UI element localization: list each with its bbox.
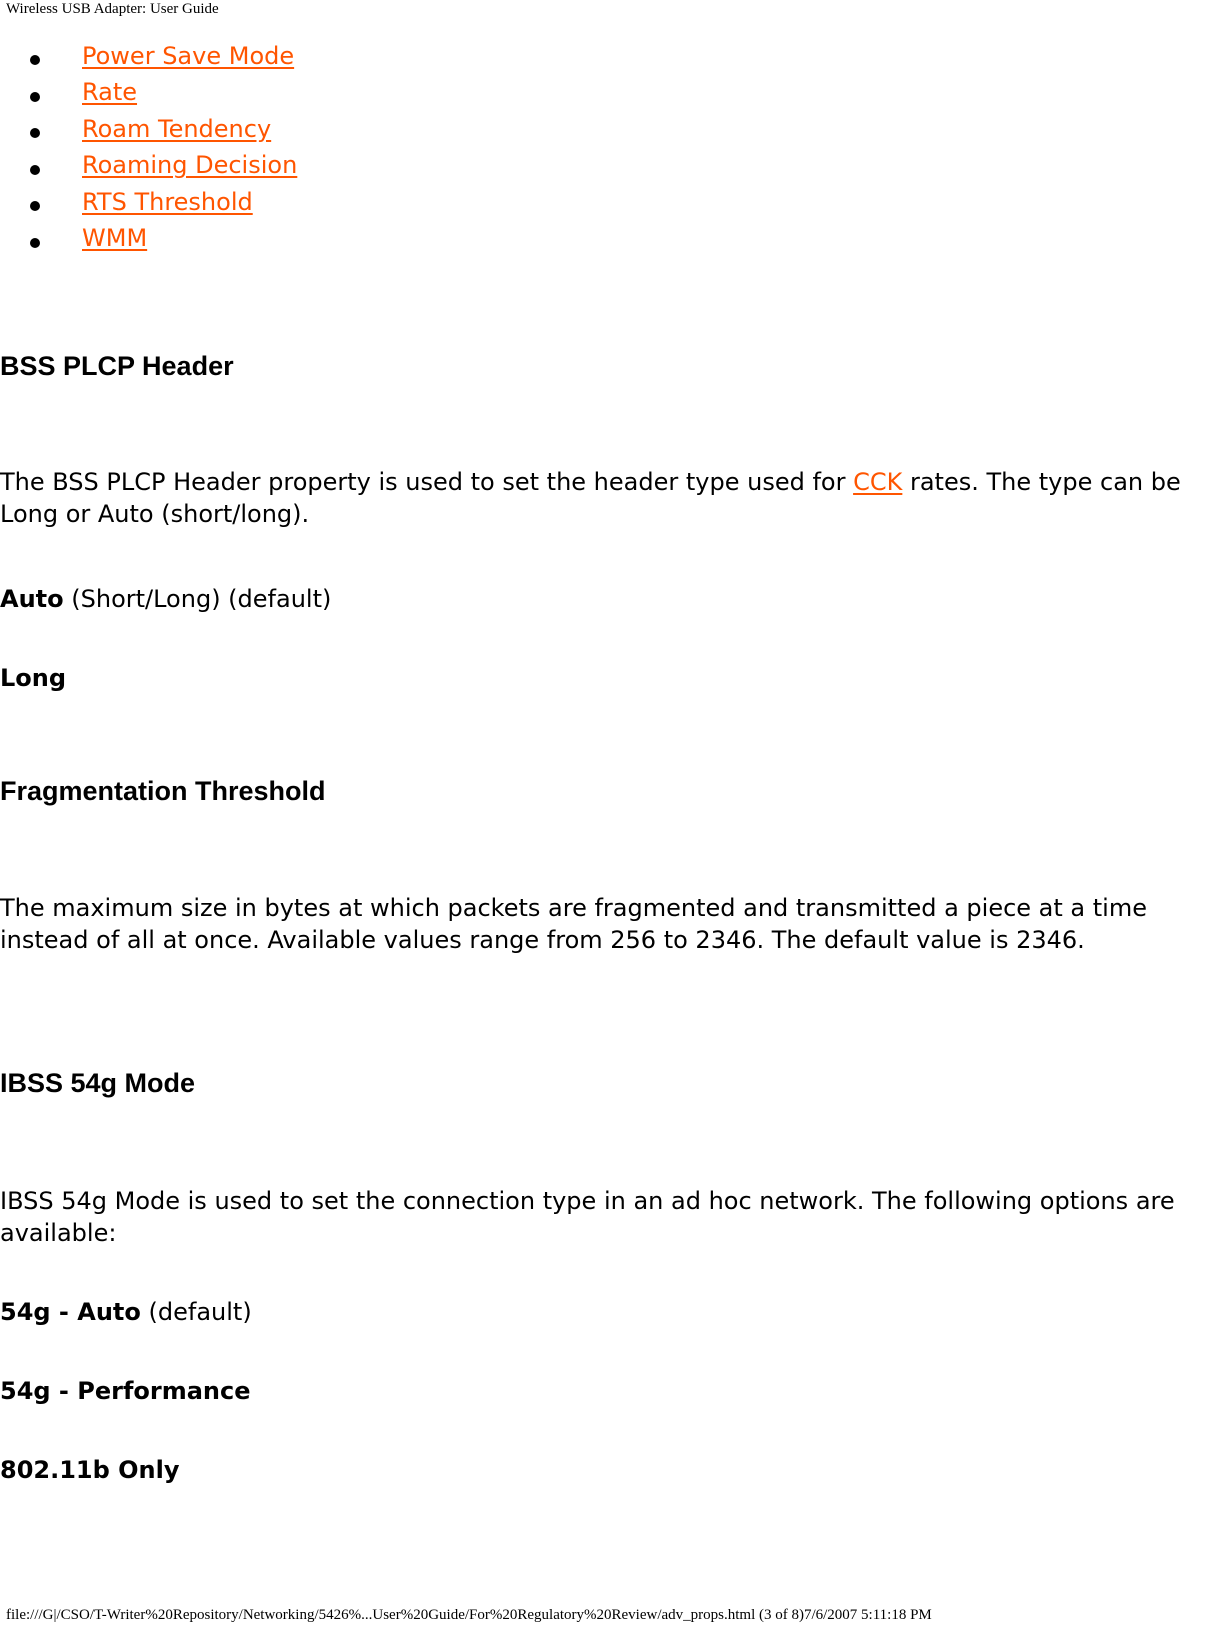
list-item	[30, 38, 1219, 75]
list-item	[30, 184, 1219, 221]
print-header: Wireless USB Adapter: User Guide	[6, 1, 219, 17]
toc-link-rts-threshold[interactable]: RTS Threshold	[82, 187, 253, 216]
ibss-option-80211b-only	[0, 1454, 1215, 1486]
ibss-option-performance	[0, 1375, 1215, 1407]
toc-link-roaming-decision[interactable]: Roaming Decision	[82, 151, 298, 180]
document-content	[0, 38, 1219, 257]
option-note: (default)	[140, 1298, 252, 1326]
bss-desc-text: The BSS PLCP Header property is used to set the header type used for	[0, 468, 854, 496]
bss-option-long	[0, 662, 1215, 694]
frag-description: The maximum size in bytes at which packets are fragmented and transmitted a piece at a time instead of all at once. Available values range from 256 to 2346. The default value is 2346.	[0, 894, 1147, 954]
list-item	[30, 75, 1219, 112]
heading-fragmentation-threshold: Fragmentation Threshold	[0, 776, 326, 806]
option-label: Long	[0, 664, 67, 692]
bullet-icon	[30, 238, 40, 248]
option-label: Auto	[0, 585, 64, 613]
list-item	[30, 221, 1219, 258]
bullet-icon	[30, 128, 40, 138]
bullet-icon	[30, 165, 40, 175]
bss-desc-text-end: rates. The type can be Long or Auto (short/long).	[0, 468, 1181, 528]
toc-link-rate[interactable]: Rate	[82, 78, 138, 107]
option-label: 54g - Auto	[0, 1298, 141, 1326]
heading-ibss-54g-mode: IBSS 54g Mode	[0, 1068, 196, 1098]
list-item	[30, 148, 1219, 185]
bullet-icon	[30, 201, 40, 211]
toc-link-wmm[interactable]: WMM	[82, 224, 148, 253]
ibss-option-auto	[0, 1296, 1215, 1328]
toc-list	[0, 38, 1219, 257]
option-note: (Short/Long) (default)	[63, 585, 332, 613]
toc-link-roam-tendency[interactable]: Roam Tendency	[82, 114, 272, 143]
heading-bss-plcp-header: BSS PLCP Header	[0, 351, 234, 381]
ibss-description: IBSS 54g Mode is used to set the connection type in an ad hoc network. The following options are available:	[0, 1187, 1175, 1247]
list-item	[30, 111, 1219, 148]
cck-link[interactable]: CCK	[853, 468, 903, 496]
bss-option-auto	[0, 583, 1215, 615]
toc-link-power-save-mode[interactable]: Power Save Mode	[82, 41, 295, 70]
bss-description	[0, 466, 1215, 530]
option-label: 54g - Performance	[0, 1377, 251, 1405]
option-label: 802.11b Only	[0, 1456, 180, 1484]
bullet-icon	[30, 55, 40, 65]
bullet-icon	[30, 92, 40, 102]
print-footer: file:///G|/CSO/T-Writer%20Repository/Networking/5426%...User%20Guide/For%20Regulatory%20Review/adv_props.html (3 of 8)7/6/2007 5:11:18 PM	[6, 1607, 932, 1623]
